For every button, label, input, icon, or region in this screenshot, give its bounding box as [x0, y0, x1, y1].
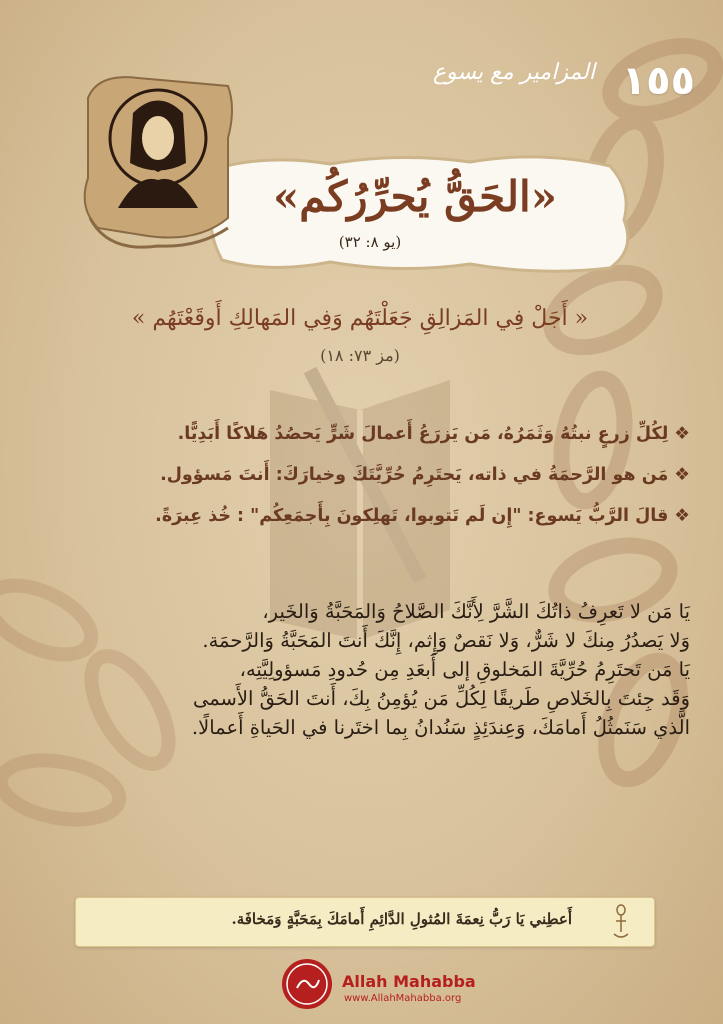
page-title: «الحَقُّ يُحرِّرُكُم»	[273, 172, 557, 221]
verse-reference: (مز ٧٣: ١٨)	[320, 346, 400, 365]
bullet-text: قالَ الرَّبُّ يَسوع: "إِن لَم تَتوبوا، تَهلِكونَ بِأَجمَعِكُم" : خُذ عِبرَةً.	[155, 506, 669, 526]
psalm-verse: « أَجَلْ فِي المَزالِقِ جَعَلْتَهُم وَفِي المَهالِكِ أَوقَعْتَهُم »	[131, 306, 589, 331]
bullet-text: لِكُلِّ زرعٍ نبتُهُ وَثَمَرُهُ، مَن يَزرَعُ أَعمالَ شَرٍّ يَحصُدُ هَلاكًا أَبَدِيًّا.	[177, 424, 669, 444]
meditation-line: الَّذي سَنَمثُلُ أَمامَكَ، وَعِندَئِذٍ سَنُدانُ بِما اختَرنا في الحَياةِ أَعمالًا.	[191, 716, 690, 739]
allah-mahabba-logo[interactable]	[281, 958, 333, 1010]
bullet-list	[30, 414, 690, 537]
bullet-text: مَن هو الرَّحمَةُ في ذاته، يَحتَرِمُ حُرِّيَّتَكَ وخيارَكَ: أَنتَ مَسؤول.	[160, 465, 669, 485]
meditation-text	[40, 597, 690, 742]
prayer-text: أَعطِني يَا رَبُّ نِعمَةَ المُثولِ الدَّائِمِ أَمامَكَ بِمَحَبَّةٍ وَمَخافَة.	[231, 910, 572, 928]
bullet-item	[30, 414, 690, 455]
diamond-bullet-icon: ❖	[674, 424, 690, 444]
brand-name: Allah Mahabba	[342, 972, 476, 991]
series-title: المزامير مع يسوع	[432, 60, 595, 85]
meditation-line: وَلا يَصدُرُ مِنكَ لا شَرٌّ، وَلا نَقصٌ وَإِثم، إِنَّكَ أَنتَ المَحَبَّةُ وَالرَّحمَة.	[202, 629, 690, 652]
praying-hands-icon	[606, 904, 636, 940]
diamond-bullet-icon: ❖	[674, 506, 690, 526]
meditation-line: يَا مَن تَحتَرِمُ حُرِّيَّةَ المَخلوقِ إلى أَبعَدِ مِن حُدودِ مَسؤولِيَّتِه،	[239, 658, 690, 681]
brand-url[interactable]: www.AllahMahabba.org	[344, 993, 462, 1004]
prayer-box	[75, 897, 655, 947]
meditation-line: وَقَد جِئتَ بِالخَلاصِ طَريقًا لِكُلِّ مَن يُؤمِنُ بِكَ، أَنتَ الحَقُّ الأَسمى	[193, 687, 690, 710]
meditation-line: يَا مَن لا تَعرِفُ ذاتُكَ الشَّرَّ لِأَنَّكَ الصَّلاحُ وَالمَحَبَّةُ وَالخَير،	[262, 600, 690, 623]
diamond-bullet-icon: ❖	[674, 465, 690, 485]
title-reference: (يو ٨: ٣٢)	[338, 233, 402, 251]
bullet-item	[30, 496, 690, 537]
jesus-portrait-icon	[78, 68, 238, 258]
episode-number: ١٥٥	[621, 58, 695, 104]
bullet-item	[30, 455, 690, 496]
